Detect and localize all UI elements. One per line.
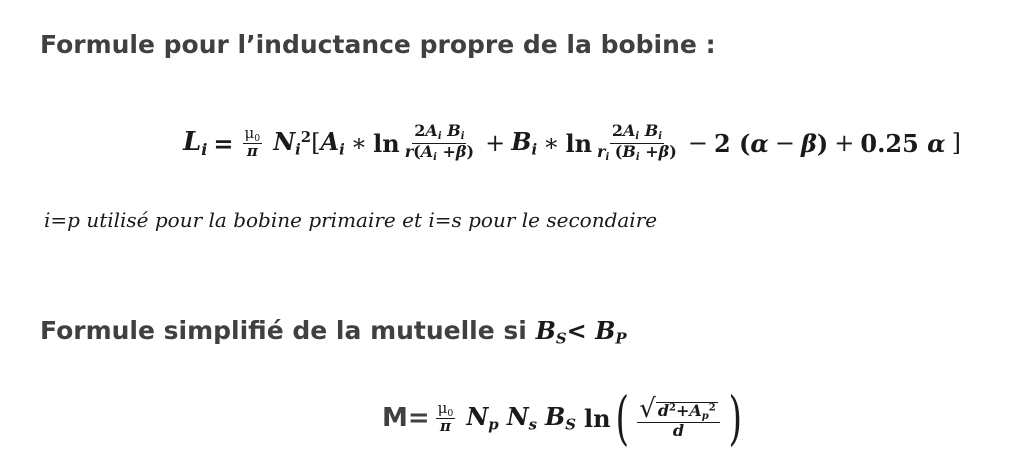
heading-self-inductance: Formule pour l’inductance propre de la bobine : [40, 30, 716, 59]
self-inductance-equation: $L_i$ = $\frac{\mu_0}{\pi}$ $N_i^2$ [ $A_i$ ∗ ln $\frac{2A_i B_i}{r(A_i +\beta)}$ + $B_i$ ∗ ln $\frac{2A_i B_i}{r_i (B_i +\beta)}$ − 2 ( α − β ) + 0.25 α ] [183, 121, 962, 163]
index-note: i=p utilisé pour la bobine primaire et i=s pour le secondaire [44, 208, 658, 232]
heading-mutual-inductance: Formule simplifié de la mutuelle si $B_S< B_P$ [40, 316, 627, 348]
heading2-text: Formule simplifié de la mutuelle si [40, 316, 527, 345]
mutual-inductance-equation: M= $\frac{\mu_0}{\pi}$ $N_p$ $N_s$ $B_S$ ln ( √ $d^2+A_p^2$ d ) [382, 384, 742, 452]
